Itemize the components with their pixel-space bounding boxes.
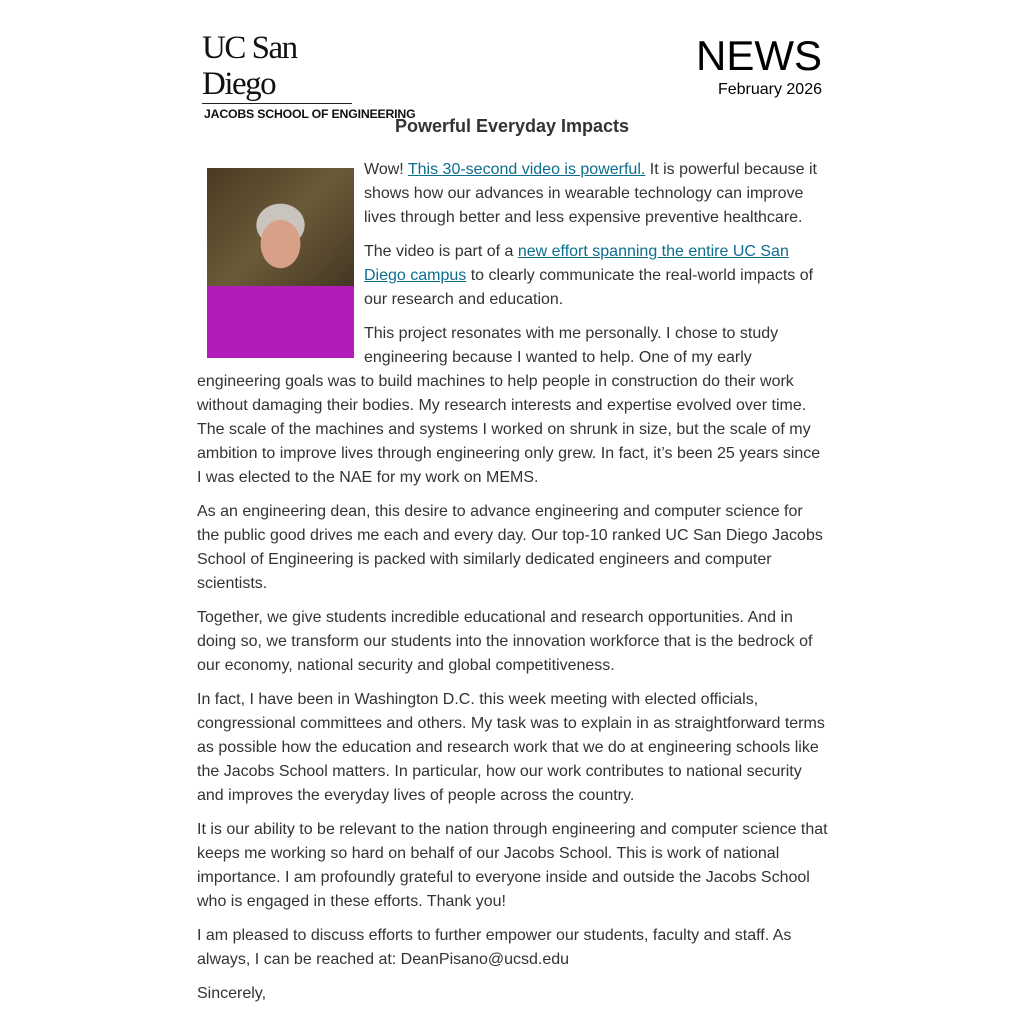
video-link[interactable]: This 30-second video is powerful. [407,161,646,178]
paragraph-6: In fact, I have been in Washington D.C. this week meeting with elected officials, congressional committees and others. My task was to explain in as straightforward terms as possible how the education and research work that we do at engineering schools like the Jacobs School matters. In particular, how our work contributes to national security and improves the everyday lives of people across the country. [197,691,825,804]
paragraph-7: It is our ability to be relevant to the nation through engineering and computer science that keeps me working so hard on behalf of our Jacobs School. This is work of national importance. I am profoundly grateful to everyone inside and outside the Jacobs School who is engaged in these efforts. Thank you! [197,821,828,910]
text: to clearly communicate the real-world impacts of our research and education. [364,267,814,308]
article-body [197,158,829,1016]
text: It is powerful because it shows how our advances in wearable technology can improve lives through better and less expensive preventive healthcare. [364,161,817,226]
logo-subtitle: JACOBS SCHOOL OF ENGINEERING [204,107,416,121]
paragraph-4: As an engineering dean, this desire to advance engineering and computer science for the public good drives me each and every day. Our top-10 ranked UC San Diego Jacobs School of Engineering is packed with similarly dedicated engineers and computer scientists. [197,503,823,592]
news-heading: NEWS [696,32,822,79]
paragraph-3: This project resonates with me personally. I chose to study engineering because I wanted to help. One of my early engineering goals was to build machines to help people in construction do their work without damaging their bodies. My research interests and expertise evolved over time. The scale of the machines and systems I worked on shrunk in size, but the scale of my ambition to improve lives through engineering only grew. In fact, it’s been 25 years since I was elected to the NAE for my work on MEMS. [197,325,821,486]
article-title: Powerful Everyday Impacts [394,116,630,136]
paragraph-8: I am pleased to discuss efforts to further empower our students, faculty and staff. As always, I can be reached at: DeanPisano@ucsd.edu [197,927,792,968]
logo-wordmark: UC San Diego [202,30,352,104]
campus-effort-link[interactable]: new effort spanning the entire UC San Diego campus [364,243,789,284]
text: The video is part of a [364,243,518,260]
text: Wow! [364,161,408,178]
uc-san-diego-logo[interactable] [202,30,415,121]
paragraph-5: Together, we give students incredible educational and research opportunities. And in doing so, we transform our students into the innovation workforce that is the bedrock of our economy, national security and global competitiveness. [197,609,813,674]
dean-portrait-image [207,168,354,358]
issue-date: February 2026 [717,81,822,98]
closing: Sincerely, [197,985,267,1002]
